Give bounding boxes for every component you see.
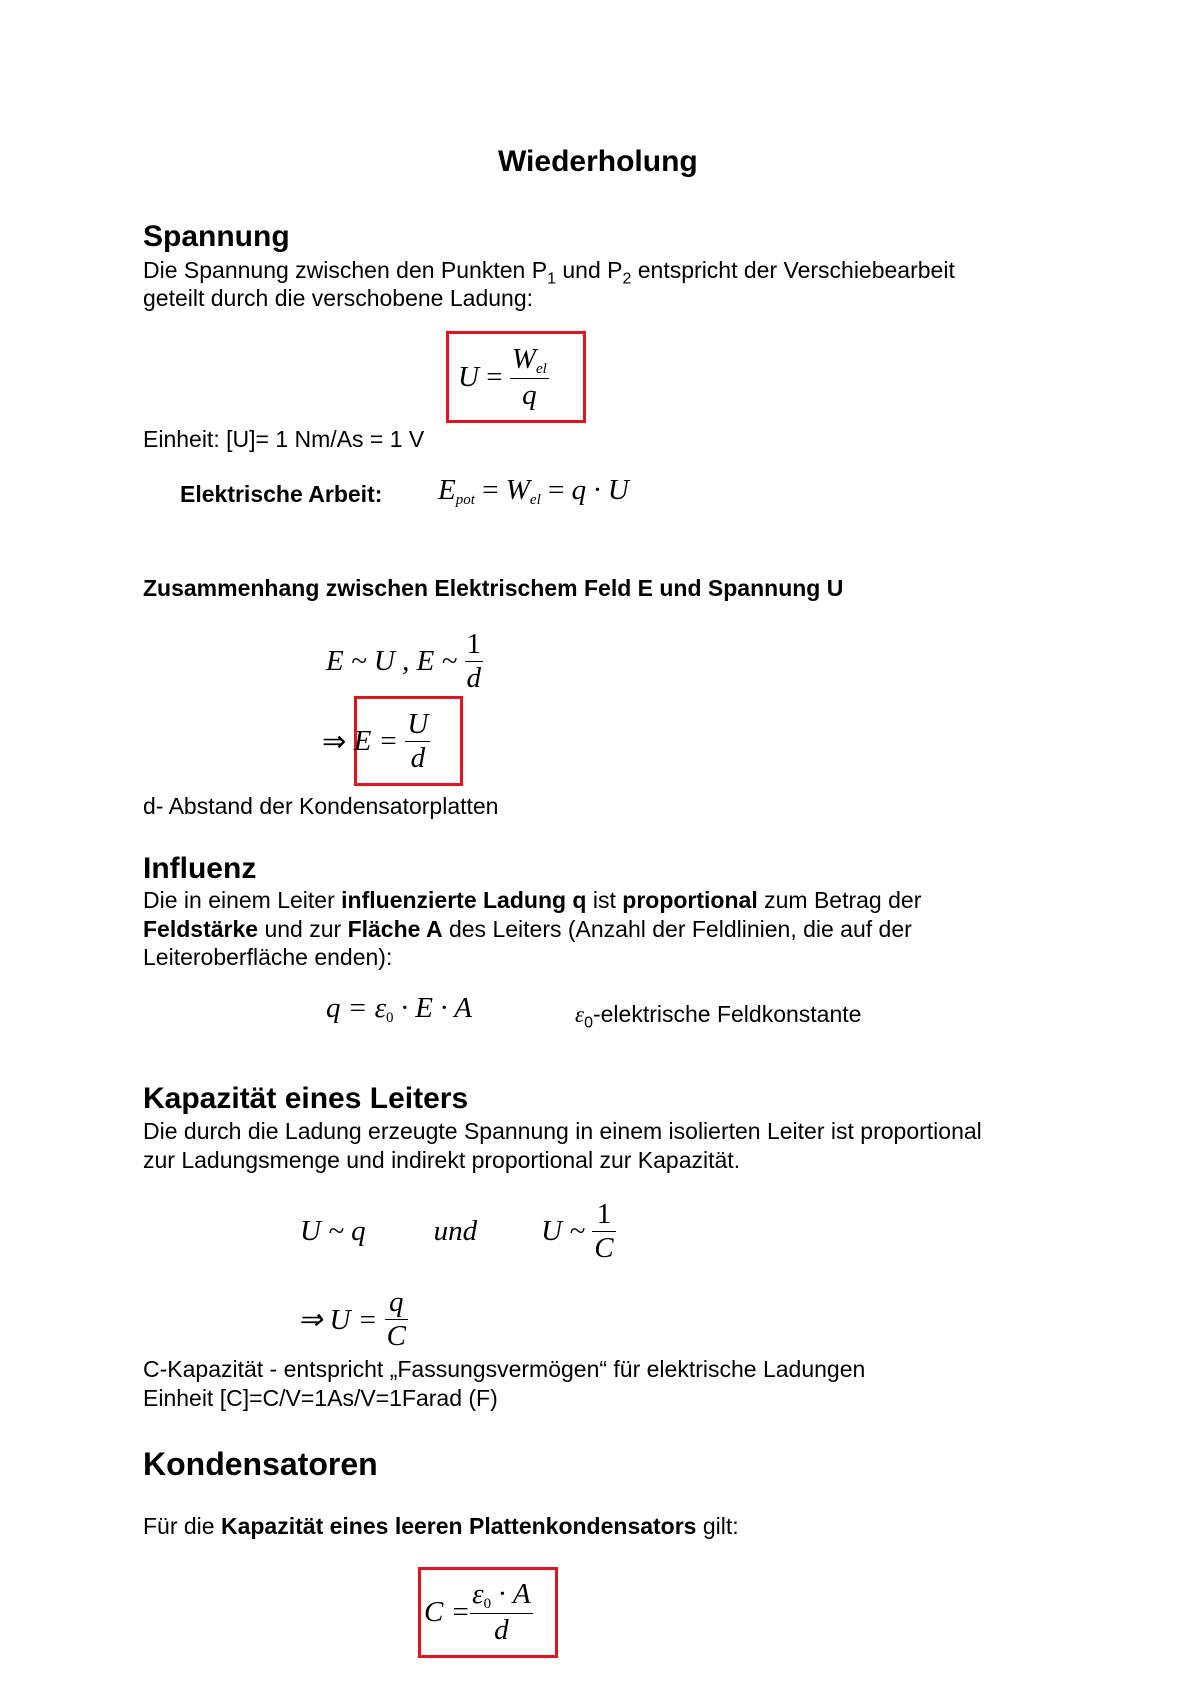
formula-kapazitaet-prop: U ~ q und U ~ $\frac{1}{C}$	[300, 1197, 614, 1264]
kapazitaet-line-1: Die durch die Ladung erzeugte Spannung in einem isolierten Leiter ist proportional	[143, 1118, 982, 1144]
kapazitaet-line-2: zur Ladungsmenge und indirekt proportional zur Kapazität.	[143, 1147, 741, 1173]
kondensatoren-line-1: Für die Kapazität eines leeren Plattenkondensators gilt:	[143, 1513, 739, 1539]
formula-voltage: U = $\frac{\text{Wel}}{q}$	[458, 342, 547, 411]
spannung-unit: Einheit: [U]= 1 Nm/As = 1 V	[143, 426, 425, 452]
elektrische-arbeit-label: Elektrische Arbeit:	[180, 481, 383, 507]
heading-kapazitaet: Kapazität eines Leiters	[143, 1082, 469, 1115]
formula-proportionality: E ~ U , E ~ $\frac{1}{d}$	[326, 627, 482, 694]
formula-capacitor: C = $\frac{\varepsilon 0 \cdot A}{d}$	[424, 1578, 531, 1646]
kapazitaet-definition: C-Kapazität - entspricht „Fassungsvermögen“ für elektrische Ladungen	[143, 1356, 866, 1382]
heading-spannung: Spannung	[143, 220, 290, 253]
formula-field-strength: ⇒ E = $\frac{U}{d}$	[322, 707, 429, 774]
formula-kapazitaet-result: ⇒ U = $\frac{q}{C}$	[298, 1285, 406, 1352]
spannung-line-1: Die Spannung zwischen den Punkten $P_1$ und $P_2$ entspricht der Verschiebearbeit	[143, 257, 955, 288]
formula-elektrische-arbeit: Epot = Wel = q · U	[438, 474, 629, 508]
page-title: Wiederholung	[498, 145, 698, 178]
formula-influenz: q = ε0 · E · A	[326, 992, 472, 1026]
influenz-line-3: Leiteroberfläche enden):	[143, 944, 393, 970]
influenz-line-2: Feldstärke und zur Fläche A des Leiters (Anzahl der Feldlinien, die auf der	[143, 916, 912, 942]
heading-kondensatoren: Kondensatoren	[143, 1446, 378, 1482]
heading-zusammenhang: Zusammenhang zwischen Elektrischem Feld E und Spannung U	[143, 575, 844, 601]
heading-influenz: Influenz	[143, 852, 257, 885]
zusammenhang-note: d- Abstand der Kondensatorplatten	[143, 793, 499, 819]
influenz-line-1: Die in einem Leiter influenzierte Ladung q ist proportional zum Betrag der	[143, 887, 922, 913]
spannung-line-2: geteilt durch die verschobene Ladung:	[143, 285, 534, 311]
feldkonstante-note: $\varepsilon_0$-elektrische Feldkonstante	[575, 1001, 862, 1032]
kapazitaet-unit: Einheit [C]=C/V=1As/V=1Farad (F)	[143, 1385, 498, 1411]
